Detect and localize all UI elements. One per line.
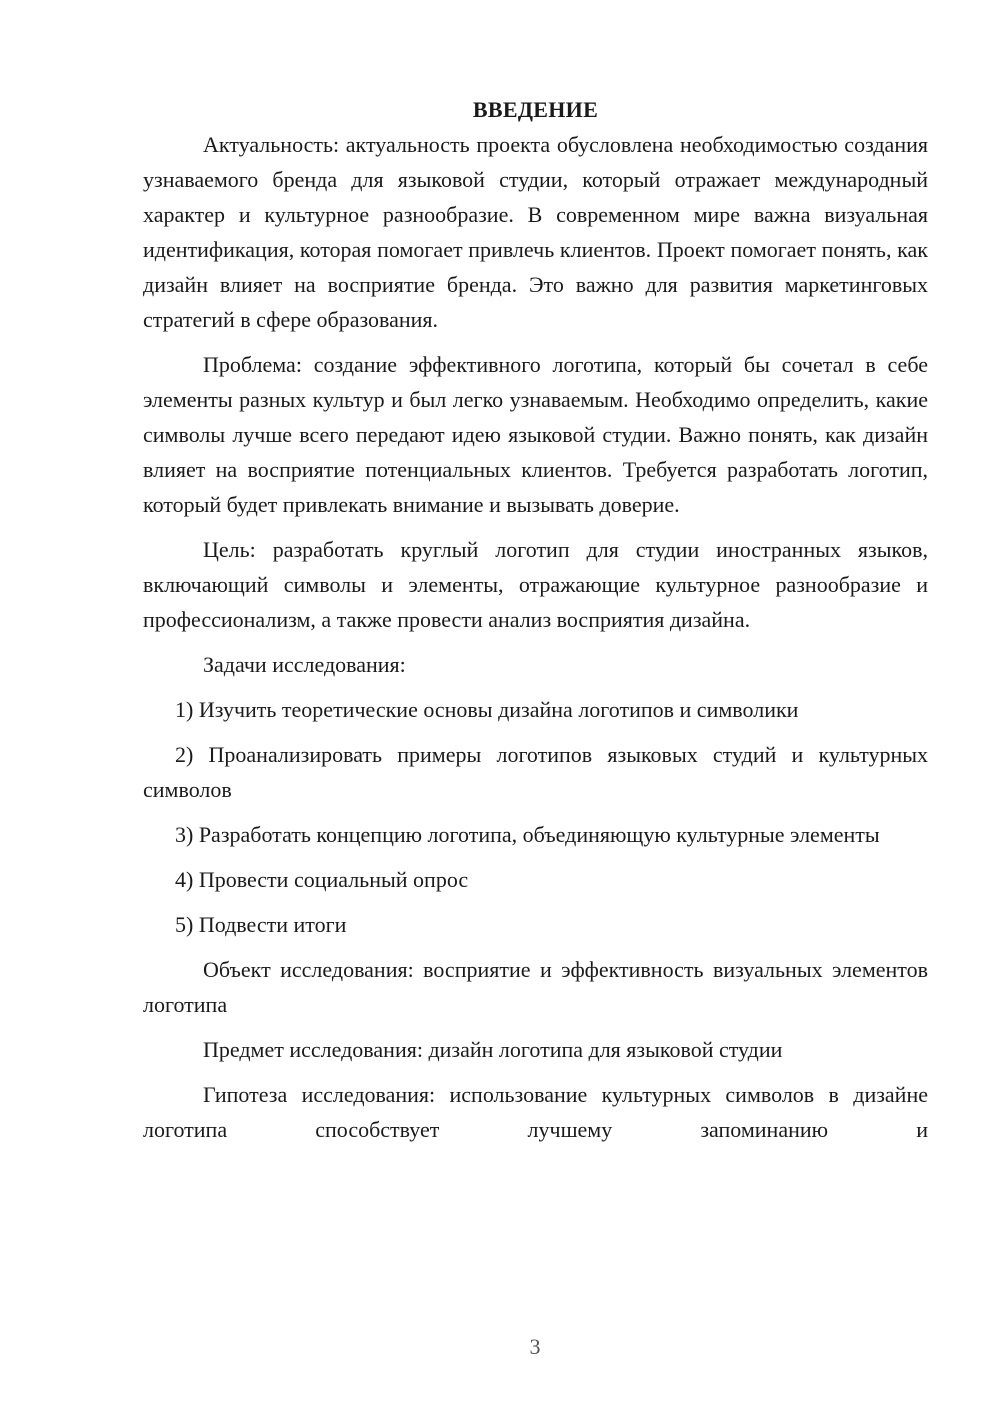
task-item-1: 1) Изучить теоретические основы дизайна логотипов и символики: [175, 697, 799, 722]
subject-paragraph: Предмет исследования: дизайн логотипа для языковой студии: [203, 1037, 783, 1062]
task-item-3: 3) Разработать концепцию логотипа, объединяющую культурные элементы: [175, 822, 880, 847]
problem-paragraph: Проблема: создание эффективного логотипа, который бы сочетал в себе элементы разных культур и был легко узнаваемым. Необходимо определить, какие символы лучше всего передают идею языковой студии. Важно понять, как дизайн влияет на восприятие потенциальных клиентов. Требуется разработать логотип, который будет привлекать внимание и вызывать доверие.: [143, 352, 928, 517]
goal-paragraph: Цель: разработать круглый логотип для студии иностранных языков, включающий символы и элементы, отражающие культурное разнообразие и профессионализм, а также провести анализ восприятия дизайна.: [143, 537, 928, 632]
task-item-4: 4) Провести социальный опрос: [175, 867, 469, 892]
tasks-heading: Задачи исследования:: [203, 652, 406, 677]
document-page: [143, 92, 928, 1157]
task-item-2: 2) Проанализировать примеры логотипов языковых студий и культурных символов: [143, 742, 928, 802]
page-title: ВВЕДЕНИЕ: [472, 97, 599, 122]
task-item-5: 5) Подвести итоги: [175, 912, 347, 937]
hypothesis-paragraph: Гипотеза исследования: использование культурных символов в дизайне логотипа способствует лучшему запоминанию и: [143, 1082, 928, 1142]
page-number: 3: [529, 1334, 541, 1359]
object-paragraph: Объект исследования: восприятие и эффективность визуальных элементов логотипа: [143, 957, 928, 1017]
relevance-paragraph: Актуальность: актуальность проекта обусловлена необходимостью создания узнаваемого бренда для языковой студии, который отражает международный характер и культурное разнообразие. В современном мире важна визуальная идентификация, которая помогает привлечь клиентов. Проект помогает понять, как дизайн влияет на восприятие бренда. Это важно для развития маркетинговых стратегий в сфере образования.: [143, 132, 928, 332]
